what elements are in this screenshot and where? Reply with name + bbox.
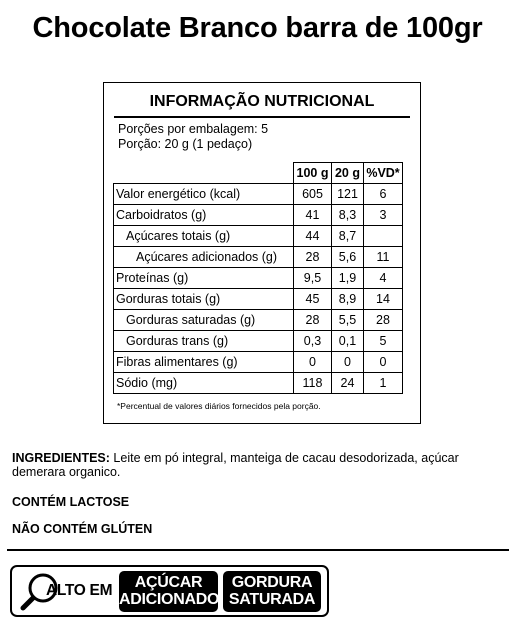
value-vd: 28	[364, 310, 403, 331]
table-header-row	[114, 163, 403, 184]
value-20g: 0	[332, 352, 364, 373]
value-vd: 1	[364, 373, 403, 394]
table-row	[114, 226, 403, 247]
header-blank-cell	[114, 163, 294, 184]
ingredients-block	[12, 452, 502, 479]
section-divider	[7, 549, 509, 551]
table-row	[114, 268, 403, 289]
column-header-100g: 100 g	[294, 163, 332, 184]
value-vd: 6	[364, 184, 403, 205]
row-label: Açúcares adicionados (g)	[114, 247, 294, 268]
value-20g: 0,1	[332, 331, 364, 352]
table-row	[114, 352, 403, 373]
value-100g: 28	[294, 247, 332, 268]
value-20g: 8,3	[332, 205, 364, 226]
value-20g: 5,5	[332, 310, 364, 331]
saturated-fat-line2: SATURADA	[228, 591, 316, 608]
row-label: Sódio (mg)	[114, 373, 294, 394]
value-20g: 121	[332, 184, 364, 205]
row-label: Gorduras saturadas (g)	[114, 310, 294, 331]
added-sugar-badge	[119, 571, 218, 612]
column-header-20g: 20 g	[332, 163, 364, 184]
gluten-warning: NÃO CONTÉM GLÚTEN	[12, 522, 153, 536]
row-label: Proteínas (g)	[114, 268, 294, 289]
nutrition-facts-panel	[103, 82, 421, 424]
value-20g: 8,7	[332, 226, 364, 247]
servings-per-package: Porções por embalagem: 5	[118, 122, 269, 136]
value-100g: 44	[294, 226, 332, 247]
value-vd: 11	[364, 247, 403, 268]
value-20g: 5,6	[332, 247, 364, 268]
value-100g: 45	[294, 289, 332, 310]
value-20g: 1,9	[332, 268, 364, 289]
heading-divider	[114, 116, 410, 118]
table-row	[114, 331, 403, 352]
serving-size: Porção: 20 g (1 pedaço)	[118, 137, 253, 151]
value-vd: 4	[364, 268, 403, 289]
table-row	[114, 373, 403, 394]
value-100g: 28	[294, 310, 332, 331]
ingredients-label: INGREDIENTES:	[12, 451, 110, 465]
value-100g: 0	[294, 352, 332, 373]
row-label: Valor energético (kcal)	[114, 184, 294, 205]
value-vd: 3	[364, 205, 403, 226]
ingredients-text: Leite em pó integral, manteiga de cacau desodorizada, açúcar demerara organico.	[12, 451, 459, 479]
table-row	[114, 310, 403, 331]
table-row	[114, 205, 403, 226]
row-label: Fibras alimentares (g)	[114, 352, 294, 373]
nutrition-table	[113, 162, 403, 394]
row-label: Gorduras totais (g)	[114, 289, 294, 310]
column-header-vd: %VD*	[364, 163, 403, 184]
table-row	[114, 184, 403, 205]
lactose-warning: CONTÉM LACTOSE	[12, 495, 130, 509]
row-label: Açúcares totais (g)	[114, 226, 294, 247]
row-label: Gorduras trans (g)	[114, 331, 294, 352]
value-vd	[364, 226, 403, 247]
footnote: *Percentual de valores diários fornecidos pela porção.	[117, 401, 321, 411]
value-100g: 41	[294, 205, 332, 226]
nutrition-heading: INFORMAÇÃO NUTRICIONAL	[149, 93, 375, 110]
value-100g: 9,5	[294, 268, 332, 289]
value-100g: 118	[294, 373, 332, 394]
added-sugar-line2: ADICIONADO	[119, 591, 220, 608]
value-20g: 8,9	[332, 289, 364, 310]
saturated-fat-badge	[223, 571, 321, 612]
value-100g: 0,3	[294, 331, 332, 352]
value-vd: 0	[364, 352, 403, 373]
added-sugar-line1: AÇÚCAR	[134, 574, 203, 591]
value-100g: 605	[294, 184, 332, 205]
value-20g: 24	[332, 373, 364, 394]
value-vd: 5	[364, 331, 403, 352]
high-in-label: ALTO EM	[46, 582, 113, 599]
table-row	[114, 247, 403, 268]
front-warning-seal	[10, 565, 329, 617]
saturated-fat-line1: GORDURA	[231, 574, 313, 591]
row-label: Carboidratos (g)	[114, 205, 294, 226]
value-vd: 14	[364, 289, 403, 310]
product-title: Chocolate Branco barra de 100gr	[32, 12, 483, 44]
table-row	[114, 289, 403, 310]
